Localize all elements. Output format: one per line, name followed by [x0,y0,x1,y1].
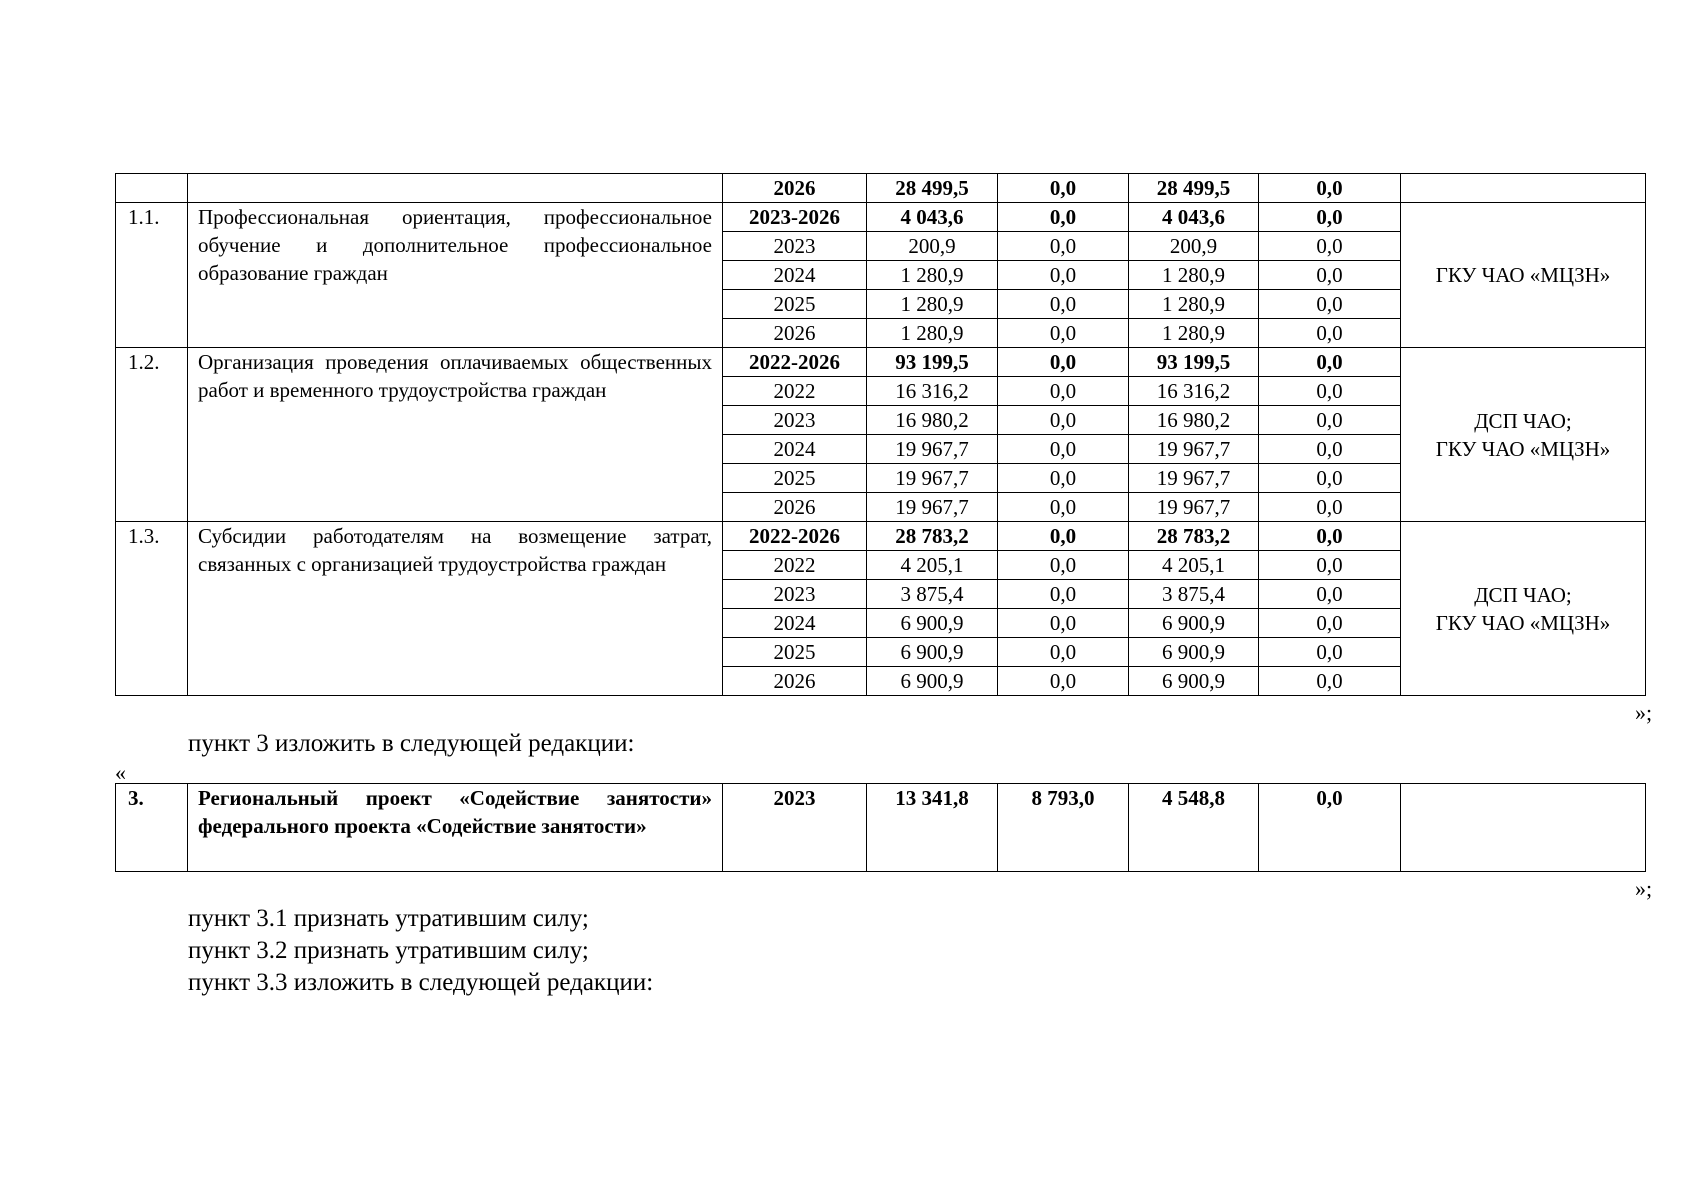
section-3-other: 0,0 [1259,784,1401,872]
number-cell [116,174,188,203]
year-cell: 2026 [723,493,867,522]
section-3-row [116,784,1646,872]
regional-cell: 1 280,9 [1129,319,1259,348]
other-cell: 0,0 [1259,522,1401,551]
total-cell: 19 967,7 [867,435,998,464]
other-cell: 0,0 [1259,493,1401,522]
year-cell: 2025 [723,464,867,493]
regional-cell: 19 967,7 [1129,493,1259,522]
year-cell: 2023 [723,580,867,609]
other-cell: 0,0 [1259,638,1401,667]
year-cell: 2023 [723,232,867,261]
other-cell: 0,0 [1259,435,1401,464]
total-cell: 4 043,6 [867,203,998,232]
federal-cell: 0,0 [998,522,1129,551]
regional-cell: 1 280,9 [1129,261,1259,290]
regional-cell: 3 875,4 [1129,580,1259,609]
year-cell: 2026 [723,174,867,203]
table-row [116,174,1646,203]
executor-cell [1401,522,1646,696]
total-cell: 200,9 [867,232,998,261]
federal-cell: 0,0 [998,551,1129,580]
year-cell: 2024 [723,261,867,290]
regional-cell: 28 783,2 [1129,522,1259,551]
total-cell: 16 980,2 [867,406,998,435]
section-3-federal: 8 793,0 [998,784,1129,872]
executor-line: ДСП ЧАО; [1474,582,1572,607]
section-3-name: Региональный проект «Содействие занятости» федерального проекта «Содействие занятости» [188,784,723,872]
executor-cell [1401,203,1646,348]
paragraph-point-3-1: пункт 3.1 признать утратившим силу; [188,905,589,932]
total-cell: 6 900,9 [867,667,998,696]
item-number: 1.2. [116,348,188,522]
executor-line: ГКУ ЧАО «МЦЗН» [1435,610,1611,635]
federal-cell: 0,0 [998,406,1129,435]
total-cell: 1 280,9 [867,319,998,348]
program-table [115,173,1646,696]
opening-quote: « [115,760,126,785]
total-cell: 1 280,9 [867,290,998,319]
section-3-table [115,783,1646,872]
year-cell: 2025 [723,638,867,667]
item-name: Субсидии работодателям на возмещение затрат, связанных с организацией трудоустройства граждан [188,522,723,696]
regional-cell: 16 980,2 [1129,406,1259,435]
item-number: 1.3. [116,522,188,696]
regional-cell: 6 900,9 [1129,609,1259,638]
other-cell: 0,0 [1259,319,1401,348]
federal-cell: 0,0 [998,232,1129,261]
other-cell: 0,0 [1259,667,1401,696]
regional-cell: 19 967,7 [1129,464,1259,493]
total-cell: 93 199,5 [867,348,998,377]
federal-cell: 0,0 [998,203,1129,232]
item-name: Организация проведения оплачиваемых общественных работ и временного трудоустройства граждан [188,348,723,522]
total-cell: 3 875,4 [867,580,998,609]
item-number: 1.1. [116,203,188,348]
executor-line: ГКУ ЧАО «МЦЗН» [1435,436,1611,461]
year-cell: 2023 [723,406,867,435]
other-cell: 0,0 [1259,464,1401,493]
federal-cell: 0,0 [998,667,1129,696]
executor-line: ГКУ ЧАО «МЦЗН» [1435,263,1611,287]
total-cell: 4 205,1 [867,551,998,580]
federal-cell: 0,0 [998,464,1129,493]
total-cell: 19 967,7 [867,493,998,522]
regional-cell: 1 280,9 [1129,290,1259,319]
other-cell: 0,0 [1259,551,1401,580]
federal-cell: 0,0 [998,319,1129,348]
other-cell: 0,0 [1259,203,1401,232]
other-cell: 0,0 [1259,348,1401,377]
section-3-number: 3. [116,784,188,872]
federal-cell: 0,0 [998,638,1129,667]
table-row [116,522,1646,551]
other-cell: 0,0 [1259,261,1401,290]
paragraph-point-3: пункт 3 изложить в следующей редакции: [188,730,635,757]
section-3-executor [1401,784,1646,872]
paragraph-point-3-2: пункт 3.2 признать утратившим силу; [188,937,589,964]
closing-quote-2: »; [1635,876,1653,901]
regional-cell: 4 043,6 [1129,203,1259,232]
closing-quote: »; [1635,700,1653,725]
name-cell [188,174,723,203]
year-cell: 2024 [723,435,867,464]
regional-cell: 200,9 [1129,232,1259,261]
other-cell: 0,0 [1259,406,1401,435]
regional-cell: 4 205,1 [1129,551,1259,580]
other-cell: 0,0 [1259,377,1401,406]
table-row [116,348,1646,377]
year-cell: 2022-2026 [723,522,867,551]
other-cell: 0,0 [1259,609,1401,638]
other-cell: 0,0 [1259,174,1401,203]
total-cell: 6 900,9 [867,609,998,638]
year-cell: 2022 [723,551,867,580]
year-cell: 2024 [723,609,867,638]
regional-cell: 16 316,2 [1129,377,1259,406]
total-cell: 28 499,5 [867,174,998,203]
year-cell: 2022-2026 [723,348,867,377]
federal-cell: 0,0 [998,290,1129,319]
federal-cell: 0,0 [998,348,1129,377]
total-cell: 6 900,9 [867,638,998,667]
table-row [116,203,1646,232]
federal-cell: 0,0 [998,377,1129,406]
other-cell: 0,0 [1259,232,1401,261]
section-3-year: 2023 [723,784,867,872]
regional-cell: 6 900,9 [1129,638,1259,667]
total-cell: 1 280,9 [867,261,998,290]
regional-cell: 28 499,5 [1129,174,1259,203]
year-cell: 2026 [723,319,867,348]
federal-cell: 0,0 [998,609,1129,638]
total-cell: 19 967,7 [867,464,998,493]
federal-cell: 0,0 [998,580,1129,609]
regional-cell: 19 967,7 [1129,435,1259,464]
executor-cell [1401,348,1646,522]
other-cell: 0,0 [1259,290,1401,319]
year-cell: 2025 [723,290,867,319]
year-cell: 2022 [723,377,867,406]
executor-cell [1401,174,1646,203]
section-3-regional: 4 548,8 [1129,784,1259,872]
year-cell: 2026 [723,667,867,696]
total-cell: 28 783,2 [867,522,998,551]
section-3-total: 13 341,8 [867,784,998,872]
paragraph-point-3-3: пункт 3.3 изложить в следующей редакции: [188,969,654,996]
federal-cell: 0,0 [998,435,1129,464]
federal-cell: 0,0 [998,174,1129,203]
other-cell: 0,0 [1259,580,1401,609]
item-name: Профессиональная ориентация, профессиональное обучение и дополнительное профессиональное образование граждан [188,203,723,348]
total-cell: 16 316,2 [867,377,998,406]
executor-line: ДСП ЧАО; [1474,408,1572,433]
regional-cell: 93 199,5 [1129,348,1259,377]
regional-cell: 6 900,9 [1129,667,1259,696]
year-cell: 2023-2026 [723,203,867,232]
federal-cell: 0,0 [998,493,1129,522]
program-table-body [116,174,1646,696]
federal-cell: 0,0 [998,261,1129,290]
